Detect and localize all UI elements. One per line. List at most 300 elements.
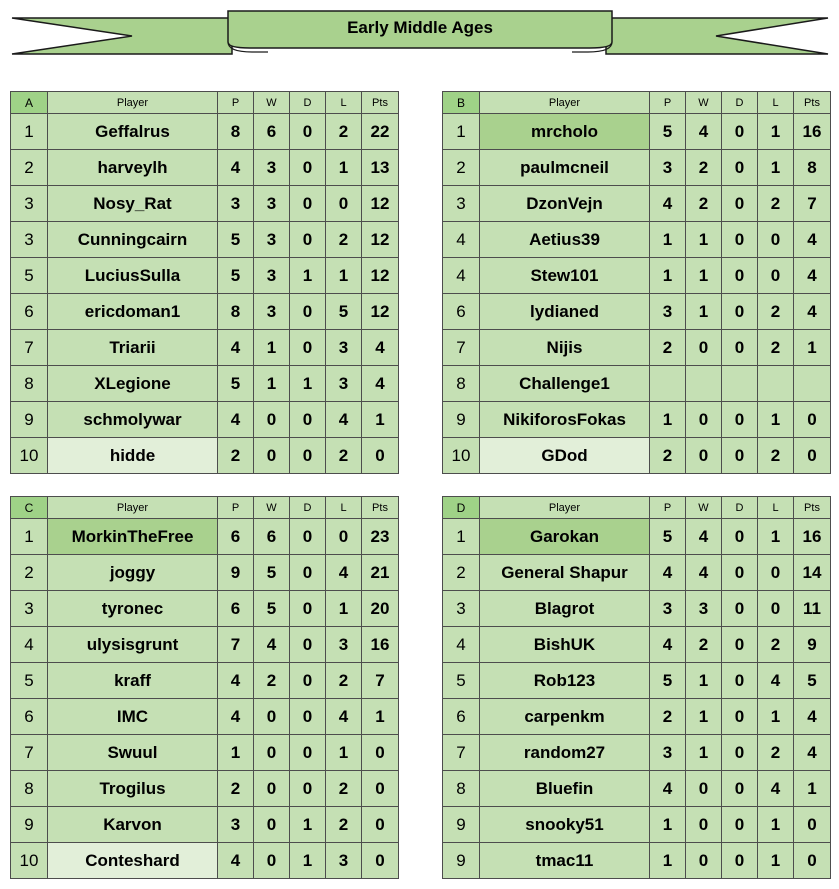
column-header-w: W xyxy=(254,92,290,114)
l-cell: 4 xyxy=(326,699,362,735)
l-cell: 1 xyxy=(758,699,794,735)
rank-cell: 9 xyxy=(443,807,480,843)
player-cell: IMC xyxy=(48,699,218,735)
l-cell: 2 xyxy=(758,735,794,771)
d-cell: 0 xyxy=(722,330,758,366)
p-cell: 3 xyxy=(650,591,686,627)
column-header-w: W xyxy=(686,497,722,519)
p-cell: 5 xyxy=(650,663,686,699)
p-cell: 4 xyxy=(650,771,686,807)
l-cell: 0 xyxy=(758,591,794,627)
w-cell: 0 xyxy=(686,807,722,843)
w-cell: 3 xyxy=(254,222,290,258)
l-cell: 2 xyxy=(326,114,362,150)
d-cell: 0 xyxy=(722,555,758,591)
table-row xyxy=(443,222,831,258)
table-row xyxy=(443,699,831,735)
banner-left-tail xyxy=(12,18,232,54)
l-cell: 0 xyxy=(326,186,362,222)
group-label: B xyxy=(443,92,480,114)
d-cell: 0 xyxy=(722,258,758,294)
w-cell: 1 xyxy=(686,258,722,294)
column-header-w: W xyxy=(254,497,290,519)
p-cell: 2 xyxy=(218,771,254,807)
d-cell: 0 xyxy=(290,591,326,627)
table-row xyxy=(11,330,399,366)
pts-cell: 12 xyxy=(362,294,399,330)
w-cell: 4 xyxy=(686,555,722,591)
pts-cell: 0 xyxy=(362,843,399,879)
table-row xyxy=(443,627,831,663)
table-row xyxy=(11,222,399,258)
rank-cell: 9 xyxy=(443,843,480,879)
column-header-player: Player xyxy=(48,92,218,114)
header-row xyxy=(443,497,831,519)
player-cell: kraff xyxy=(48,663,218,699)
w-cell: 5 xyxy=(254,555,290,591)
rank-cell: 4 xyxy=(11,627,48,663)
pts-cell: 12 xyxy=(362,186,399,222)
p-cell xyxy=(650,366,686,402)
player-cell: Blagrot xyxy=(480,591,650,627)
table-row xyxy=(443,438,831,474)
rank-cell: 6 xyxy=(11,294,48,330)
player-cell: ulysisgrunt xyxy=(48,627,218,663)
w-cell: 3 xyxy=(686,591,722,627)
rank-cell: 8 xyxy=(11,771,48,807)
group-a-table xyxy=(10,91,399,474)
d-cell: 0 xyxy=(290,222,326,258)
column-header-pts: Pts xyxy=(794,497,831,519)
rank-cell: 9 xyxy=(11,807,48,843)
p-cell: 2 xyxy=(650,438,686,474)
d-cell: 0 xyxy=(722,519,758,555)
column-header-d: D xyxy=(290,92,326,114)
table-row xyxy=(11,402,399,438)
d-cell: 0 xyxy=(290,663,326,699)
pts-cell: 21 xyxy=(362,555,399,591)
rank-cell: 10 xyxy=(11,438,48,474)
player-cell: joggy xyxy=(48,555,218,591)
column-header-p: P xyxy=(218,92,254,114)
p-cell: 6 xyxy=(218,591,254,627)
d-cell: 0 xyxy=(290,519,326,555)
column-header-p: P xyxy=(650,92,686,114)
table-row xyxy=(443,591,831,627)
p-cell: 5 xyxy=(218,258,254,294)
group-c-table xyxy=(10,496,399,879)
group-label: A xyxy=(11,92,48,114)
d-cell: 0 xyxy=(722,771,758,807)
table-row xyxy=(11,627,399,663)
player-cell: Karvon xyxy=(48,807,218,843)
pts-cell: 5 xyxy=(794,663,831,699)
rank-cell: 2 xyxy=(443,150,480,186)
p-cell: 1 xyxy=(650,258,686,294)
l-cell: 5 xyxy=(326,294,362,330)
w-cell: 0 xyxy=(686,330,722,366)
w-cell: 1 xyxy=(686,294,722,330)
header-row xyxy=(11,92,399,114)
w-cell: 1 xyxy=(254,330,290,366)
w-cell: 0 xyxy=(686,402,722,438)
l-cell: 2 xyxy=(758,627,794,663)
player-cell: MorkinTheFree xyxy=(48,519,218,555)
pts-cell: 1 xyxy=(362,402,399,438)
rank-cell: 7 xyxy=(11,330,48,366)
p-cell: 4 xyxy=(218,330,254,366)
player-cell: Triarii xyxy=(48,330,218,366)
l-cell: 2 xyxy=(758,186,794,222)
d-cell: 0 xyxy=(290,771,326,807)
l-cell: 2 xyxy=(326,807,362,843)
w-cell: 2 xyxy=(254,663,290,699)
d-cell: 0 xyxy=(722,735,758,771)
d-cell: 0 xyxy=(722,591,758,627)
pts-cell: 4 xyxy=(362,366,399,402)
d-cell: 1 xyxy=(290,807,326,843)
pts-cell: 1 xyxy=(794,330,831,366)
group-label: C xyxy=(11,497,48,519)
player-cell: random27 xyxy=(480,735,650,771)
title-banner xyxy=(0,0,839,60)
table-row xyxy=(11,186,399,222)
w-cell: 1 xyxy=(686,735,722,771)
l-cell: 1 xyxy=(758,807,794,843)
l-cell: 1 xyxy=(326,735,362,771)
rank-cell: 4 xyxy=(443,258,480,294)
w-cell: 0 xyxy=(254,438,290,474)
w-cell: 0 xyxy=(686,771,722,807)
pts-cell: 20 xyxy=(362,591,399,627)
table-row xyxy=(443,735,831,771)
group-label: D xyxy=(443,497,480,519)
p-cell: 4 xyxy=(650,555,686,591)
d-cell: 0 xyxy=(290,186,326,222)
rank-cell: 5 xyxy=(11,663,48,699)
table-row xyxy=(11,294,399,330)
rank-cell: 5 xyxy=(443,663,480,699)
player-cell: Cunningcairn xyxy=(48,222,218,258)
p-cell: 4 xyxy=(218,150,254,186)
l-cell: 4 xyxy=(758,771,794,807)
rank-cell: 7 xyxy=(443,735,480,771)
rank-cell: 8 xyxy=(443,771,480,807)
player-cell: Nosy_Rat xyxy=(48,186,218,222)
w-cell: 1 xyxy=(686,663,722,699)
pts-cell: 0 xyxy=(362,807,399,843)
d-cell: 0 xyxy=(722,699,758,735)
w-cell: 6 xyxy=(254,519,290,555)
pts-cell: 23 xyxy=(362,519,399,555)
l-cell: 2 xyxy=(326,438,362,474)
l-cell: 3 xyxy=(326,843,362,879)
l-cell: 0 xyxy=(758,222,794,258)
p-cell: 2 xyxy=(218,438,254,474)
table-row xyxy=(443,294,831,330)
d-cell: 0 xyxy=(722,186,758,222)
column-header-p: P xyxy=(650,497,686,519)
l-cell: 1 xyxy=(758,519,794,555)
table-row xyxy=(11,555,399,591)
player-cell: DzonVejn xyxy=(480,186,650,222)
rank-cell: 3 xyxy=(11,591,48,627)
player-cell: Bluefin xyxy=(480,771,650,807)
d-cell: 0 xyxy=(722,438,758,474)
p-cell: 1 xyxy=(650,222,686,258)
p-cell: 1 xyxy=(650,843,686,879)
column-header-pts: Pts xyxy=(362,497,399,519)
d-cell xyxy=(722,366,758,402)
table-row xyxy=(443,114,831,150)
w-cell: 1 xyxy=(254,366,290,402)
w-cell: 2 xyxy=(686,186,722,222)
rank-cell: 9 xyxy=(11,402,48,438)
player-cell: schmolywar xyxy=(48,402,218,438)
p-cell: 5 xyxy=(650,114,686,150)
d-cell: 0 xyxy=(722,807,758,843)
d-cell: 0 xyxy=(290,438,326,474)
l-cell: 1 xyxy=(758,843,794,879)
table-row xyxy=(443,258,831,294)
pts-cell: 0 xyxy=(794,402,831,438)
w-cell: 3 xyxy=(254,186,290,222)
player-cell: Challenge1 xyxy=(480,366,650,402)
player-cell: Swuul xyxy=(48,735,218,771)
table-row xyxy=(443,330,831,366)
l-cell xyxy=(758,366,794,402)
table-row xyxy=(11,258,399,294)
table-row xyxy=(443,771,831,807)
d-cell: 0 xyxy=(290,294,326,330)
rank-cell: 2 xyxy=(443,555,480,591)
column-header-p: P xyxy=(218,497,254,519)
column-header-d: D xyxy=(722,497,758,519)
player-cell: mrcholo xyxy=(480,114,650,150)
pts-cell: 1 xyxy=(362,699,399,735)
p-cell: 3 xyxy=(218,807,254,843)
rank-cell: 1 xyxy=(11,519,48,555)
table-row xyxy=(443,663,831,699)
p-cell: 4 xyxy=(218,699,254,735)
w-cell: 0 xyxy=(686,438,722,474)
pts-cell: 16 xyxy=(362,627,399,663)
p-cell: 6 xyxy=(218,519,254,555)
l-cell: 2 xyxy=(758,438,794,474)
d-cell: 0 xyxy=(290,735,326,771)
w-cell: 4 xyxy=(686,114,722,150)
pts-cell: 7 xyxy=(362,663,399,699)
table-row xyxy=(11,807,399,843)
player-cell: Garokan xyxy=(480,519,650,555)
group-d-table xyxy=(442,496,831,879)
rank-cell: 2 xyxy=(11,555,48,591)
player-cell: Stew101 xyxy=(480,258,650,294)
w-cell: 0 xyxy=(254,807,290,843)
d-cell: 0 xyxy=(722,663,758,699)
l-cell: 3 xyxy=(326,627,362,663)
d-cell: 0 xyxy=(290,150,326,186)
header-row xyxy=(11,497,399,519)
p-cell: 7 xyxy=(218,627,254,663)
w-cell: 3 xyxy=(254,150,290,186)
w-cell: 6 xyxy=(254,114,290,150)
d-cell: 0 xyxy=(722,150,758,186)
l-cell: 0 xyxy=(758,555,794,591)
pts-cell: 22 xyxy=(362,114,399,150)
w-cell: 0 xyxy=(254,699,290,735)
w-cell: 1 xyxy=(686,222,722,258)
l-cell: 1 xyxy=(758,150,794,186)
table-row xyxy=(11,519,399,555)
w-cell: 0 xyxy=(254,735,290,771)
d-cell: 0 xyxy=(722,222,758,258)
p-cell: 4 xyxy=(218,402,254,438)
p-cell: 3 xyxy=(650,294,686,330)
pts-cell: 4 xyxy=(794,699,831,735)
d-cell: 0 xyxy=(290,627,326,663)
table-row xyxy=(443,519,831,555)
table-row xyxy=(11,591,399,627)
l-cell: 4 xyxy=(326,555,362,591)
d-cell: 1 xyxy=(290,366,326,402)
l-cell: 4 xyxy=(758,663,794,699)
table-row xyxy=(443,555,831,591)
rank-cell: 3 xyxy=(11,222,48,258)
l-cell: 1 xyxy=(758,114,794,150)
rank-cell: 6 xyxy=(11,699,48,735)
pts-cell: 8 xyxy=(794,150,831,186)
header-row xyxy=(443,92,831,114)
pts-cell: 0 xyxy=(794,438,831,474)
pts-cell: 9 xyxy=(794,627,831,663)
p-cell: 3 xyxy=(218,186,254,222)
rank-cell: 4 xyxy=(443,222,480,258)
p-cell: 3 xyxy=(650,735,686,771)
table-row xyxy=(11,114,399,150)
pts-cell xyxy=(794,366,831,402)
pts-cell: 0 xyxy=(794,843,831,879)
l-cell: 2 xyxy=(758,294,794,330)
d-cell: 0 xyxy=(290,555,326,591)
pts-cell: 7 xyxy=(794,186,831,222)
player-cell: General Shapur xyxy=(480,555,650,591)
player-cell: harveylh xyxy=(48,150,218,186)
player-cell: Rob123 xyxy=(480,663,650,699)
p-cell: 4 xyxy=(218,843,254,879)
table-row xyxy=(11,663,399,699)
w-cell: 0 xyxy=(254,771,290,807)
p-cell: 4 xyxy=(218,663,254,699)
player-cell: carpenkm xyxy=(480,699,650,735)
rank-cell: 3 xyxy=(443,591,480,627)
column-header-l: L xyxy=(326,497,362,519)
p-cell: 9 xyxy=(218,555,254,591)
table-row xyxy=(11,699,399,735)
w-cell: 1 xyxy=(686,699,722,735)
player-cell: Geffalrus xyxy=(48,114,218,150)
column-header-pts: Pts xyxy=(794,92,831,114)
player-cell: tyronec xyxy=(48,591,218,627)
w-cell: 3 xyxy=(254,294,290,330)
l-cell: 3 xyxy=(326,366,362,402)
rank-cell: 7 xyxy=(443,330,480,366)
w-cell: 0 xyxy=(686,843,722,879)
d-cell: 1 xyxy=(290,843,326,879)
banner-right-tail xyxy=(606,18,828,54)
pts-cell: 0 xyxy=(362,438,399,474)
l-cell: 3 xyxy=(326,330,362,366)
player-cell: paulmcneil xyxy=(480,150,650,186)
d-cell: 0 xyxy=(722,402,758,438)
player-cell: hidde xyxy=(48,438,218,474)
d-cell: 0 xyxy=(290,114,326,150)
l-cell: 2 xyxy=(326,771,362,807)
column-header-d: D xyxy=(722,92,758,114)
p-cell: 4 xyxy=(650,186,686,222)
pts-cell: 12 xyxy=(362,258,399,294)
p-cell: 1 xyxy=(650,402,686,438)
p-cell: 2 xyxy=(650,330,686,366)
rank-cell: 7 xyxy=(11,735,48,771)
w-cell: 4 xyxy=(254,627,290,663)
d-cell: 0 xyxy=(722,114,758,150)
l-cell: 2 xyxy=(758,330,794,366)
table-row xyxy=(443,186,831,222)
p-cell: 5 xyxy=(218,222,254,258)
rank-cell: 3 xyxy=(11,186,48,222)
p-cell: 3 xyxy=(650,150,686,186)
table-row xyxy=(443,807,831,843)
rank-cell: 10 xyxy=(11,843,48,879)
rank-cell: 1 xyxy=(443,114,480,150)
l-cell: 0 xyxy=(326,519,362,555)
w-cell: 2 xyxy=(686,627,722,663)
pts-cell: 16 xyxy=(794,114,831,150)
group-b-table xyxy=(442,91,831,474)
player-cell: GDod xyxy=(480,438,650,474)
l-cell: 1 xyxy=(326,258,362,294)
player-cell: Conteshard xyxy=(48,843,218,879)
pts-cell: 0 xyxy=(794,807,831,843)
l-cell: 1 xyxy=(326,591,362,627)
player-cell: Nijis xyxy=(480,330,650,366)
p-cell: 2 xyxy=(650,699,686,735)
w-cell xyxy=(686,366,722,402)
pts-cell: 4 xyxy=(362,330,399,366)
table-row xyxy=(11,438,399,474)
d-cell: 0 xyxy=(290,699,326,735)
p-cell: 5 xyxy=(218,366,254,402)
p-cell: 5 xyxy=(650,519,686,555)
pts-cell: 16 xyxy=(794,519,831,555)
pts-cell: 14 xyxy=(794,555,831,591)
player-cell: tmac11 xyxy=(480,843,650,879)
w-cell: 2 xyxy=(686,150,722,186)
table-row xyxy=(443,150,831,186)
p-cell: 1 xyxy=(650,807,686,843)
rank-cell: 4 xyxy=(443,627,480,663)
table-row xyxy=(11,150,399,186)
w-cell: 5 xyxy=(254,591,290,627)
pts-cell: 0 xyxy=(362,735,399,771)
column-header-player: Player xyxy=(480,92,650,114)
pts-cell: 12 xyxy=(362,222,399,258)
column-header-pts: Pts xyxy=(362,92,399,114)
table-row xyxy=(443,843,831,879)
banner-title: Early Middle Ages xyxy=(347,18,493,37)
player-cell: snooky51 xyxy=(480,807,650,843)
